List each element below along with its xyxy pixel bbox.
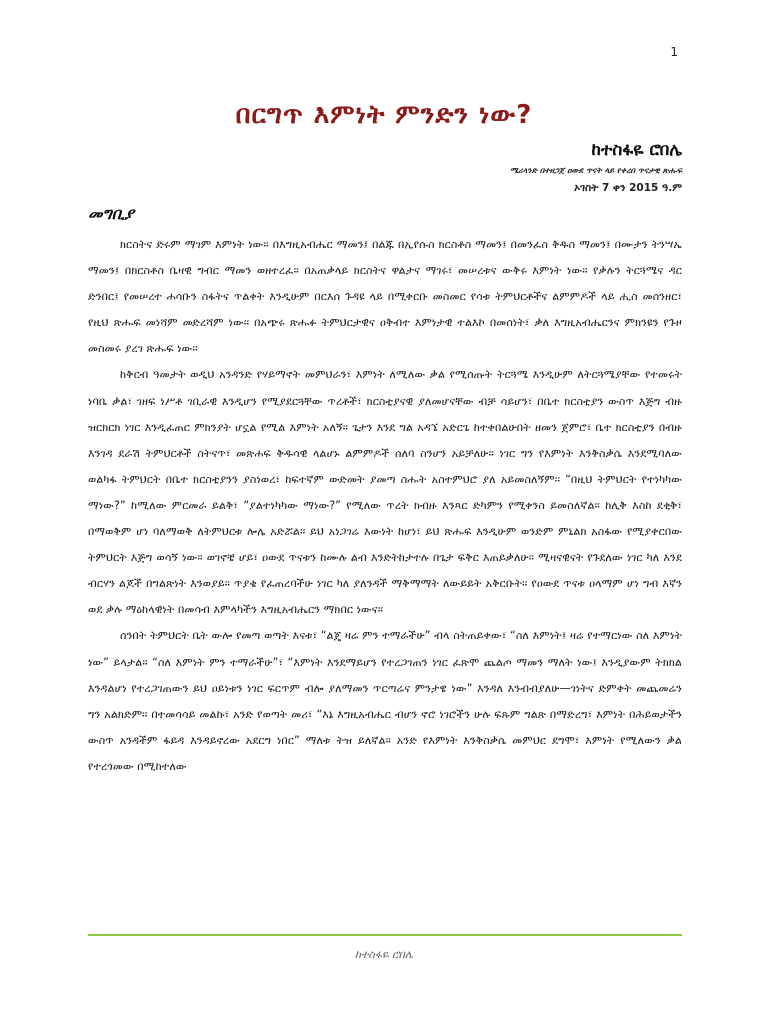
document-date: ኦገስት 7 ቀን 2015 ዓ.ም [574,182,682,194]
document-title: በርግጥ እምነት ምንድን ነው? [235,100,533,130]
footer-rule [88,934,682,936]
section-heading-introduction: መግቢያ [88,204,134,223]
paragraph-2: ከቅርብ ዓመታት ወዲህ አንዳንድ የሃይማኖት መምህራን፣ እምነት ለሚለው ቃል የሚሰጡት ትርጓሜ እንዲሁም ለትርጓሜያቸው የተመሩት ነባቤ ቃል፣ ገዘፍ ነሥቶ ገቢራዊ እንዲሆን የሚያደርጓቸው ጥረቶች፣ ክርስቲያናዊ ያለመሆናቸው ብቻ ሳይሆን፣ በቤተ ክርስቲያን ውስጥ እጅግ ብዙ ዝርክርክ ነገር እንዲፈጠር ምክንያት ሆኗል የሚል እምነት አለኝ፡፡ ጌታን እንደ ግል አዳኜ አድርጌ ከተቀበልሁበት ዘመን ጀምሮ፣ ቤተ ክርስቲያን በብዙ እንገዳ ደራሽ ትምህርቶች ስትናጥ፣ መጽሐፍ ቅዱሳዊ ላልሆኑ ልምምዶች ሰለባ ስንሆን አይቻለሁ፡፡ ነገር ግን የእምነት እንቅስቃሴ እንደሚባለው ወልካፋ ትምህርት በቤተ ክርስቲያንን ያስነወረ፣ ከፍተኛም ውድመት ያመጣ ስሑት አስተምህሮ ያለ አይመስለኝም፡፡ “በዚህ ትምህርት የተነካካው ማነው?” ከሚለው ምርመራ ይልቅ፣ “ያልተነካካው ማነው?” የሚለው ጥረት ክብዙ እንጻር ድካምን የሚቀንስ ይመስለኛል፡፡ ከሊቅ እስከ ደቂቅ፣ በማወቅም ሆነ ባለማወቅ ለትምህርቱ ሎሌ አድሯል፡፡ ይህ አነጋገሬ እውነት ከሆነ፣ ይህ ጽሑፍ እንዲሁም ወንድም ምኒልክ አስፋው የሚያቀርበው ትምህርት እጅግ ወሳኝ ነው፡፡ ወገኖቼ ሆይ፣ ዐውደ ጥናቱን ከሙሉ ልብ እንድትከታተሉ በጌታ ፍቅር እጠይቃለሁ፡፡ ሚዛናዊናት የጉደለው ነገር ካለ እንደ ብርሃን ልጆች በግልጽነት እንወያይ፡፡ ጥያቄ የፈጠረባችሁ ነገር ካለ ያለንዳች ማቅማማት ለውይይት አቅርቡት፡፡ የዐውደ ጥናቱ ዐላማም ሆነ ግብ እኛን ወደ ቃሉ ማዕከላዊነት በመሳብ እምላካችን እግዚአብሔርን ማክበር ነውና፡፡ [88,368,682,617]
paragraph-1: ክርስትና ድሩም ማገም እምነት ነው፡፡ በእግዚአብሔር ማመን፤ በልጁ በኢየሱስ ክርስቶስ ማመን፤ በመንፈስ ቅዱስ ማመን፤ በሙታን ትንሣኤ ማመን፤ በክርስቶስ ቤዛዊ ግብር ማመን ወዘተረፈ፡፡ በአጠቃላይ ክርስትና ዋልታና ማገሩ፣ መሠረቱና ውቅሩ እምነት ነው፡፡ የቃሉን ትርጓሜና ዳር ድንበር፤ የመሠረተ ሐሳቡን ስፋትና ጥልቀት እንዲሁም በርእሰ ጉዳዩ ላይ በሚቀርቡ መስመር የሳቱ ትምህርቶችና ልምምዶች ላይ ሒስ መሰንዘር፣ የዚህ ጽሑፍ መነሻም መድረሻም ነው፡፡ በአጭሩ ጽሑፉ ትምህርታዊና ዐቅብተ እምነታዊ ተልእኮ በመሰነት፣ ቃለ እግዚአብሔርንና ምክንዩን የጉዞ መስመሩ ያረገ ጽሑፍ ነው፡፡ [88,238,682,356]
paragraph-3: ሰንበት ትምህርት ቤት ውሎ የመጣ ወጣት እናቱ፣ “ልጄ ዛሬ ምን ተማራችሁ” ብላ ስትጠይቀው፣ “ስለ እምነት፤ ዛሬ የተማርነው ስለ እምነት ነው” ይላታል፡፡ “ስለ እምነት ምን ተማራችሁ”፣ “እምነት እንደማይሆን የተረጋገጠን ነገር ፈጽሞ ጨልጦ ማመን ማለት ነው፤ እንዲያውም ትክክል እንዳልሆነ የተረጋገጠውን ይህ ዐይነቱን ነገር ፍርጥም ብሎ ያለማመን ጥርጣሬና ምንታዌ ነው” እንዳለ እንብብያለሁ—ገነትና ድምቀት መጨመሬን ግን አልክድም፡፡ በተመሳሳይ መልኩ፣ አንድ የወጣት መሪ፣ “እኔ እግዚአብሔር ብሆን ኖሮ ነገሮችን ሁሉ ፍጹም ግልጽ በማድረግ፣ እምነት በሕይወታችን ውስጥ አንዳችም ፋይዳ እንዳይኖረው አደርግ ነበር” ማለቱ ትዝ ይለኛል፡፡ አንድ የእምነት እንቅስቃሴ መምህር ደግሞ፣ እምነት የሚለውን ቃል የተረጎመው በሚከተለው [88,629,682,773]
body-text [88,232,682,780]
document-subtitle: ሜሪላንድ በተዘጋጀ ዐውደ ጥናት ላይ የቀረበ ጥናታዊ ጽሑፍ [509,166,682,175]
author-name: ከተስፋዬ ሮበሌ [591,140,682,160]
page-number: 1 [670,45,678,59]
footer-author: ከተስፋዬ ሮበሌ [354,948,414,961]
